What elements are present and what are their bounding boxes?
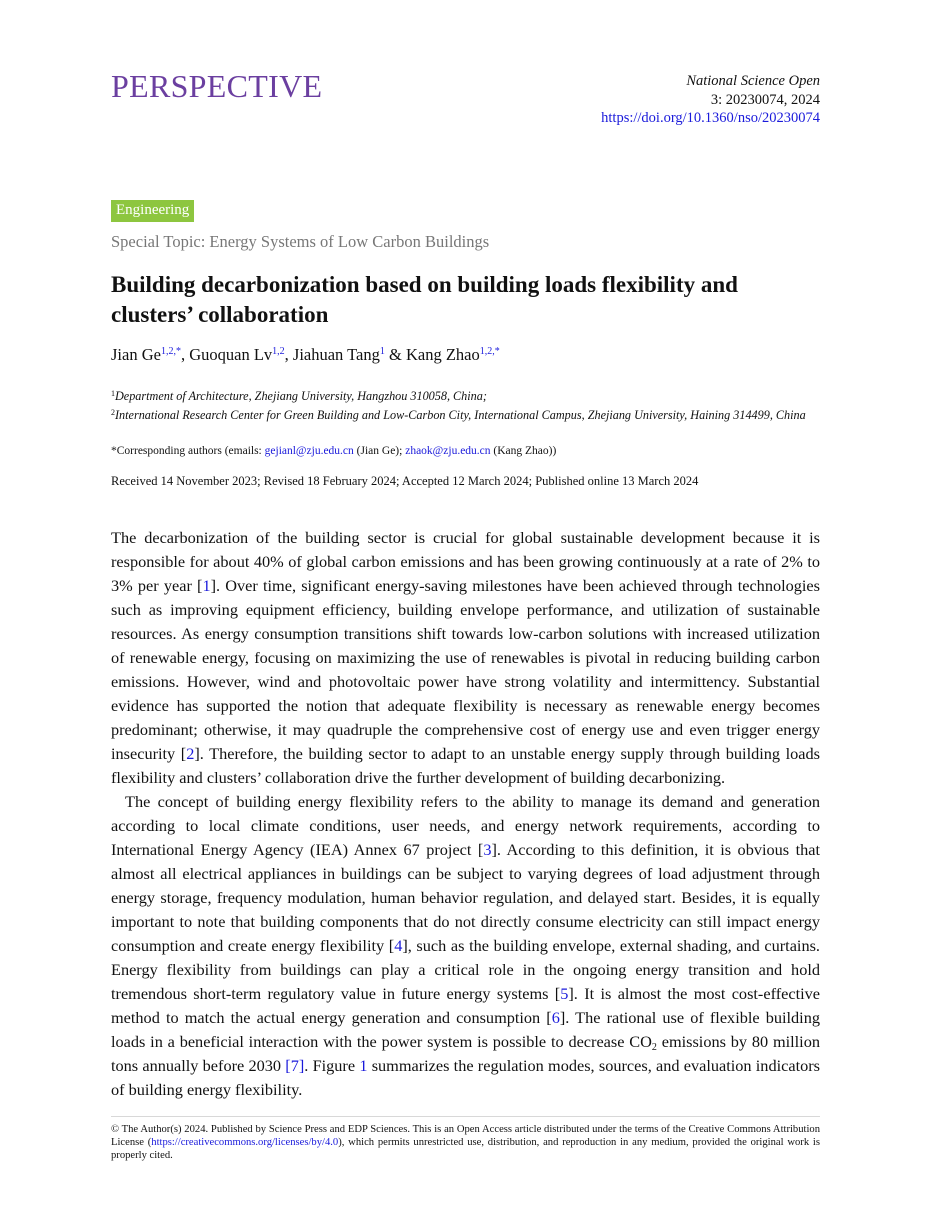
email-link[interactable]: gejianl@zju.edu.cn: [264, 445, 354, 457]
paragraph: [111, 790, 820, 1102]
corresponding-name: (Jian Ge);: [353, 445, 406, 457]
citation-link[interactable]: 2: [186, 744, 195, 763]
text-run: ]. Over time, significant energy-saving milestones have been achieved through technologies such as improving equipment efficiency, building envelope performance, and utilization of sustainable resources. As energy consumption transitions shift towards low-carbon solutions with increased utilization of renewable energy, focusing on maximizing the use of renewables is pivotal in reducing building carbon emissions. However, wind and photovoltaic power have strong volatility and intermittency. Substantial evidence has supported the notion that adequate flexibility is necessary as renewable energy becomes predominant; otherwise, it may quadruple the comprehensive cost of energy use and even trigger energy insecurity [: [111, 576, 820, 763]
author-separator: &: [384, 345, 406, 364]
author-list: [111, 345, 500, 365]
corresponding-name: (Kang Zhao)): [490, 445, 557, 457]
text-run: ]. Therefore, the building sector to adapt to an unstable energy supply through building loads flexibility and clusters’ collaboration drive the further development of building decarbonizing.: [111, 744, 820, 787]
affiliation-2: [111, 403, 820, 425]
corresponding-authors: [111, 445, 556, 457]
affiliation-text: Department of Architecture, Zhejiang University, Hangzhou 310058, China;: [115, 389, 487, 403]
text-run: ], such as the building envelope, external shading, and curtains. Energy flexibility from buildings can play a critical role in the ongoing energy transition and hold tremendous short-term regulatory value in future energy systems [: [111, 936, 821, 1003]
citation-link[interactable]: 1: [202, 576, 211, 595]
subject-badge: Engineering: [111, 200, 194, 222]
citation-link[interactable]: 4: [394, 936, 403, 955]
license-footer: [111, 1123, 820, 1162]
citation-link[interactable]: [7]: [285, 1056, 305, 1075]
figure-link[interactable]: 1: [359, 1056, 368, 1075]
subscript: 2: [651, 1042, 657, 1053]
affiliation-number: 2: [111, 408, 115, 417]
paragraph: [111, 526, 820, 790]
text-run: summarizes the regulation modes, sources, and evaluation indicators of building energy flexibility.: [111, 1056, 820, 1099]
text-run: ]. According to this definition, it is obvious that almost all electrical appliances in buildings can be subject to varying degrees of load adjustment through energy storage, frequency modulation, human behavior regulation, and delayed start. Besides, it is equally important to note that building components that do not directly consume electricity can still impact energy consumption and create energy flexibility [: [111, 840, 820, 955]
author-affiliation-link[interactable]: 1,2: [272, 346, 285, 357]
footer-text: © The Author(s) 2024. Published by Science Press and EDP Sciences. This is an Open Access article distributed under the terms of the Creative Commons Attribution License (: [111, 1124, 820, 1148]
author-name: Kang Zhao: [405, 345, 480, 364]
journal-name: National Science Open: [686, 73, 820, 89]
affiliation-number: 1: [111, 389, 115, 398]
author-affiliation-link[interactable]: 1,2,*: [160, 346, 181, 357]
author-name: Jian Ge: [111, 345, 161, 364]
text-run: . Figure: [304, 1056, 360, 1075]
author-name: Guoquan Lv: [189, 345, 273, 364]
article-title: Building decarbonization based on building loads flexibility and clusters’ collaboration: [111, 272, 738, 327]
volume-info: 3: 20230074, 2024: [710, 91, 820, 108]
author-affiliation-link[interactable]: 1: [379, 346, 385, 357]
text-run: ]. It is almost the most cost-effective method to match the actual energy generation and consumption [: [111, 984, 820, 1027]
text-run: The concept of building energy flexibility refers to the ability to manage its demand and generation according to local climate conditions, user needs, and energy network requirements, according to International Energy Agency (IEA) Annex 67 project [: [111, 792, 820, 859]
author-separator: ,: [180, 345, 190, 364]
text-run: The decarbonization of the building sector is crucial for global sustainable development because it is responsible for about 40% of global carbon emissions and has been growing continuously at a rate of 2% to 3% per year [: [111, 528, 820, 595]
special-topic: Special Topic: Energy Systems of Low Carbon Buildings: [111, 232, 490, 251]
email-link[interactable]: zhaok@zju.edu.cn: [405, 445, 491, 457]
text-run: ]. The rational use of flexible building loads in a beneficial interaction with the power system is possible to decrease CO: [111, 1008, 820, 1051]
citation-link[interactable]: 5: [560, 984, 569, 1003]
citation-link[interactable]: 6: [551, 1008, 560, 1027]
footer-divider: [111, 1116, 820, 1117]
article-body: [111, 526, 820, 1102]
article-dates: Received 14 November 2023; Revised 18 February 2024; Accepted 12 March 2024; Published online 13 March 2024: [111, 474, 699, 488]
corresponding-prefix: *Corresponding authors (emails:: [111, 445, 265, 457]
affiliation-text: International Research Center for Green Building and Low-Carbon City, International Campus, Zhejiang University, Haining 314499, China: [115, 408, 806, 422]
footer-text: ), which permits unrestricted use, distribution, and reproduction in any medium, provided the original work is properly cited.: [111, 1137, 820, 1161]
author-name: Jiahuan Tang: [292, 345, 380, 364]
doi-link[interactable]: https://doi.org/10.1360/nso/20230074: [601, 110, 820, 126]
author-separator: ,: [284, 345, 293, 364]
author-affiliation-link[interactable]: 1,2,*: [479, 346, 500, 357]
text-run: emissions by 80 million tons annually before 2030: [111, 1032, 820, 1075]
citation-link[interactable]: 3: [483, 840, 492, 859]
section-label: PERSPECTIVE: [111, 68, 323, 104]
license-link[interactable]: https://creativecommons.org/licenses/by/4.0: [151, 1137, 339, 1148]
journal-info: [601, 72, 820, 128]
